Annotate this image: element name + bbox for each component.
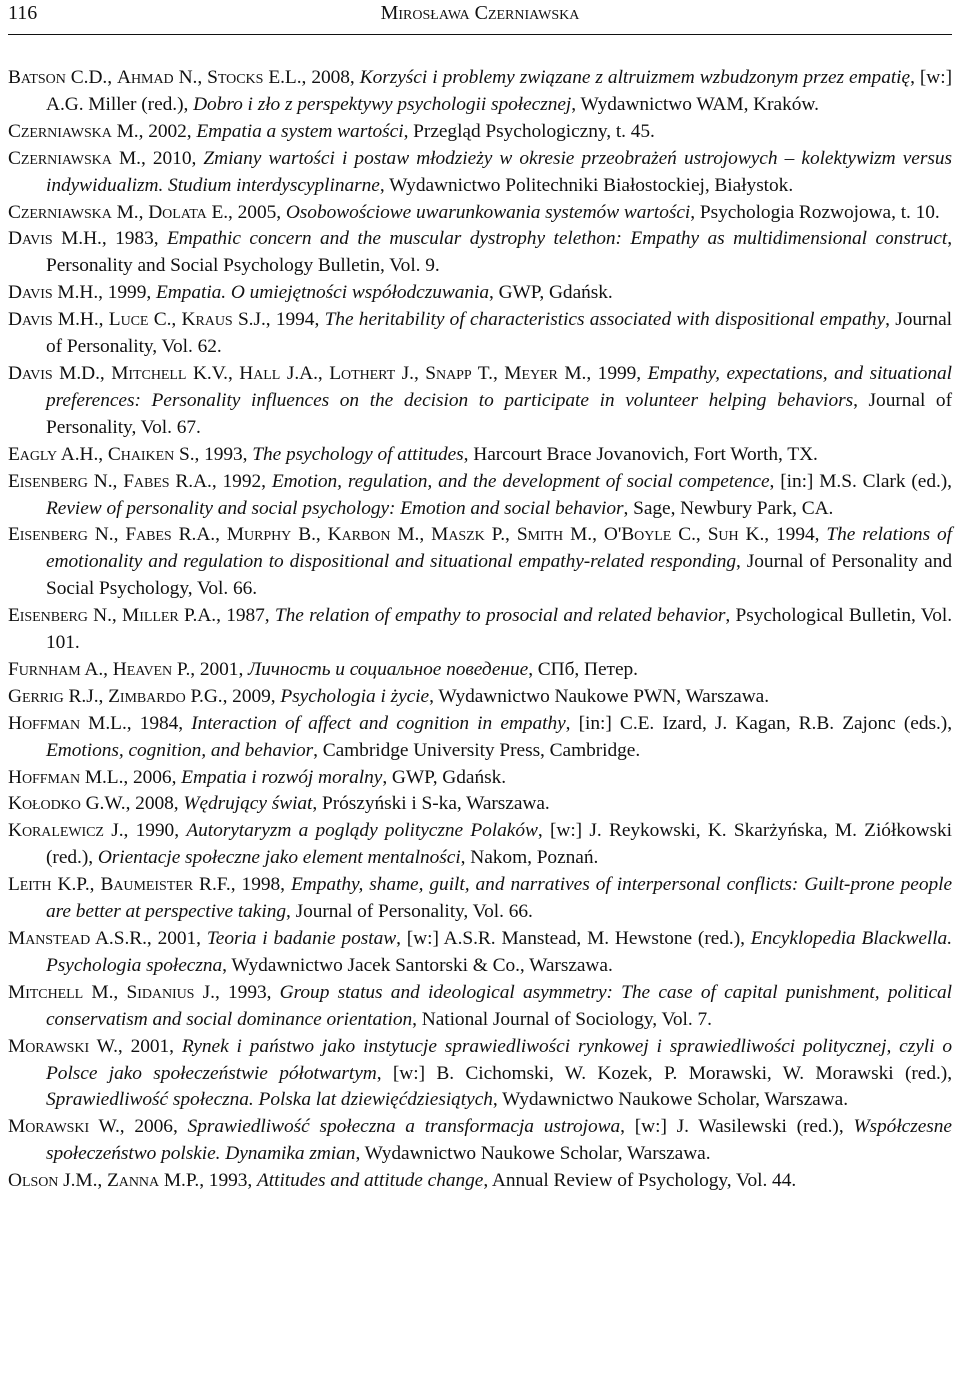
author-surname: Hall [239,362,281,384]
author-surname: Dolata [148,201,207,223]
citation-text: M., 1999, [557,362,648,384]
citation-text: R.F., 1998, [193,874,291,896]
work-title: Dobro i zło z perspektywy psychologii społecznej [193,93,572,115]
work-title: Interaction of affect and cognition in empathy [191,712,566,734]
author-surname: Luce [108,309,149,331]
citation-text: , Annual Review of Psychology, Vol. 44. [483,1170,797,1192]
work-title: Emotions, cognition, and behavior [46,739,314,761]
citation-text: M.H., 1999, [52,282,156,304]
reference-entry [8,1114,952,1168]
citation-text: R.A., [171,524,227,546]
author-surname: Fabes [125,524,172,546]
reference-entry [8,280,952,307]
citation-text: , Journal of Personality, Vol. 62. [46,309,952,358]
citation-text: M.H., 1983, [52,228,167,250]
author-surname: Davis [8,309,53,331]
author-surname: Zanna [107,1170,160,1192]
reference-entry [8,684,952,711]
work-title: Empatia i rozwój moralny [181,766,383,788]
work-title: Group status and ideological asymmetry: The case of capital punishment, political conservatism and social dominance orientation [46,981,952,1030]
citation-text: , Wydawnictwo Jacek Santorski & Co., Warszawa. [222,954,613,976]
reference-entry [8,65,952,119]
work-title: Psychologia i życie [280,685,430,707]
reference-entry [8,657,952,684]
citation-text: C., [148,309,182,331]
author-surname: Meyer [504,362,558,384]
author-surname: Zimbardo [108,685,186,707]
citation-text: C., [671,524,708,546]
author-surname: Lothert [329,362,396,384]
author-surname: Heaven [112,658,173,680]
author-surname: Maszk [431,524,485,546]
author-surname: Davis [8,282,53,304]
citation-text: N., [87,605,123,627]
reference-entry [8,146,952,200]
author-surname: Olson [8,1170,59,1192]
citation-text: M., [563,524,604,546]
citation-text: P.A., 1987, [178,605,275,627]
citation-text: , Personality and Social Psychology Bulletin, Vol. 9. [46,228,952,277]
citation-text: W., 2001, [89,1035,182,1057]
citation-text: E., 2005, [206,201,286,223]
author-surname: Eagly [8,443,58,465]
author-surname: Eisenberg [8,470,88,492]
citation-text: J., 1993, [194,981,280,1003]
author-surname: Koralewicz [8,820,104,842]
citation-text: E.L., 2008, [263,67,360,88]
citation-text: , [w:] A.S.R. Manstead, M. Hewstone (red.), [396,928,751,949]
citation-text: , Sage, Newbury Park, CA. [623,497,834,519]
citation-text: K.V., [186,362,240,384]
citation-text: J.A., [280,362,330,384]
reference-entry [8,1034,952,1115]
page-header [8,0,952,36]
author-surname: Stocks [207,67,264,88]
author-surname: Hoffman [8,766,81,788]
work-title: Korzyści i problemy związane z altruizmem wzbudzonym przez empatię [359,67,911,88]
reference-entry [8,1168,952,1195]
citation-text: K., 1994, [738,524,827,546]
work-title: The psychology of attitudes [252,443,464,465]
citation-text: K.P., [51,874,101,896]
citation-text: J., 1990, [103,820,187,842]
citation-text: , GWP, Gdańsk. [382,766,507,788]
reference-entry [8,442,952,469]
citation-text: , СПб, Петер. [528,658,638,680]
author-surname: Hoffman [8,712,81,734]
citation-text: , Cambridge University Press, Cambridge. [313,739,641,761]
author-surname: Gerrig [8,685,64,707]
citation-text: P., [484,524,517,546]
author-surname: Leith [8,874,52,896]
citation-text: , Journal of Personality, Vol. 66. [286,901,533,923]
reference-entry [8,872,952,926]
work-title: Empatia. O umiejętności współodczuwania [155,282,489,304]
reference-entry [8,226,952,280]
citation-text: R.A., 1992, [169,470,272,492]
work-title: Autorytaryzm a poglądy polityczne Polaków [186,820,538,842]
author-surname: Furnham [8,658,81,680]
author-surname: Manstead [8,928,91,949]
reference-entry [8,765,952,792]
citation-text: B., [291,524,328,546]
citation-text: M.H., [52,309,109,331]
citation-text: , [in:] M.S. Clark (ed.), [769,470,952,492]
citation-text: N., [173,67,208,88]
citation-text: M.P., 1993, [159,1170,257,1192]
author-surname: Czerniawska [8,120,112,142]
work-title: Sprawiedliwość społeczna a transformacja ustrojowa [187,1116,621,1138]
author-surname: Murphy [226,524,292,546]
author-surname: Mitchell [8,981,84,1003]
reference-entry [8,200,952,227]
author-surname: Davis [8,228,53,250]
citation-text: M., [83,981,127,1003]
citation-text: A., [80,658,113,680]
author-surname: Eisenberg [8,524,88,546]
work-title: Encyklopedia Blackwella. Psychologia społeczna [46,928,952,976]
author-surname: Mitchell [111,362,187,384]
work-title: Wędrujący świat [183,793,313,815]
author-surname: Morawski [8,1116,90,1138]
citation-text: , [w:] A.G. Miller (red.), [46,67,952,115]
reference-entry [8,926,952,980]
citation-text: T., [471,362,505,384]
author-surname: Smith [516,524,564,546]
work-title: Review of personality and social psychology: Emotion and social behavior [46,497,624,519]
author-surname: Sidanius [126,981,195,1003]
reference-entry [8,469,952,523]
citation-text: S.J., 1994, [232,309,325,331]
work-title: Empatia a system wartości [196,120,404,142]
reference-entry [8,818,952,872]
reference-entry [8,119,952,146]
citation-text: A.H., [57,443,108,465]
author-surname: Davis [8,362,53,384]
author-surname: Eisenberg [8,605,88,627]
citation-text: , National Journal of Sociology, Vol. 7. [412,1008,712,1030]
reference-entry [8,980,952,1034]
citation-text: , Wydawnictwo Politechniki Białostockiej, Białystok. [379,174,794,196]
citation-text: A.S.R., 2001, [90,928,207,949]
author-surname: Baumeister [100,874,194,896]
author-surname: Chaiken [107,443,175,465]
citation-text: J., [395,362,426,384]
citation-text: , Wydawnictwo Naukowe Scholar, Warszawa. [355,1143,711,1165]
author-surname: Snapp [425,362,472,384]
citation-text: , Wydawnictwo Naukowe Scholar, Warszawa. [492,1089,848,1111]
citation-text: M.L., 2006, [80,766,182,788]
work-title: Rynek i państwo jako instytucje sprawiedliwości rynkowej i sprawiedliwości politycznej, czyli o Polsce jako społeczeństwie półotwartym [46,1035,952,1084]
work-title: Zmiany wartości i postaw młodzieży w okresie przeobrażeń ustrojowych – kolektywizm versus indywidualizm. Studium interdyscyplinarne [46,147,952,196]
citation-text: , [in:] C.E. Izard, J. Kagan, R.B. Zajonc (eds.), [565,712,953,734]
citation-text: , Wydawnictwo Naukowe PWN, Warszawa. [429,685,770,707]
citation-text: M., [111,201,149,223]
reference-entry [8,603,952,657]
work-title: Empathy, expectations, and situational preferences: Personality influences on the decision to participate in volunteer helping behaviors [46,362,952,411]
citation-text: P.G., 2009, [185,685,281,707]
citation-text: R.J., [63,685,109,707]
citation-text: , Prószyński i S-ka, Warszawa. [312,793,550,815]
citation-text: , Nakom, Poznań. [460,847,599,869]
citation-text: C.D., [65,67,118,88]
author-surname: Czerniawska [8,201,112,223]
citation-text: , [w:] B. Cichomski, W. Kozek, P. Morawski, W. Morawski (red.), [376,1062,952,1084]
work-title: Emotion, regulation, and the development of social competence [271,470,770,492]
citation-text: M., 2002, [111,120,197,142]
running-head: Mirosława Czerniawska [380,2,580,24]
citation-text: , Przegląd Psychologiczny, t. 45. [403,120,655,142]
work-title: Osobowościowe uwarunkowania systemów wartości [285,201,691,223]
author-surname: Suh [707,524,739,546]
citation-text: J.M., [58,1170,107,1192]
citation-text: , Psychological Bulletin, Vol. 101. [46,605,953,654]
work-title: Личность и социальное поведение [248,658,529,680]
work-title: Współczesne społeczeństwo polskie. Dynamika zmian [46,1116,952,1165]
citation-text: , Journal of Personality and Social Psychology, Vol. 66. [46,551,952,600]
header-rule [8,34,952,35]
citation-text: , GWP, Gdańsk. [489,282,613,304]
citation-text: , Harcourt Brace Jovanovich, Fort Worth, TX. [463,443,818,465]
work-title: Empathy, shame, guilt, and narratives of interpersonal conflicts: Guilt-prone people are better at perspective taking [46,874,953,923]
citation-text: W., 2006, [89,1116,188,1138]
citation-text: N., [87,524,126,546]
citation-text: , Wydawnictwo WAM, Kraków. [571,93,819,115]
reference-entry [8,361,952,442]
author-surname: Kołodko [8,793,81,815]
work-title: The heritability of characteristics associated with dispositional empathy [324,309,886,331]
author-surname: Ahmad [117,67,174,88]
author-surname: Batson [8,67,66,88]
work-title: Teoria i badanie postaw [206,928,397,949]
work-title: Sprawiedliwość społeczna. Polska lat dziewięćdziesiątych [46,1089,493,1111]
citation-text: P., 2001, [172,658,249,680]
work-title: The relations of emotionality and regulation to dispositional and situational empathy-related responding [46,524,953,573]
citation-text: , Psychologia Rozwojowa, t. 10. [690,201,940,223]
citation-text: , [w:] J. Wasilewski (red.), [620,1116,854,1138]
author-surname: Morawski [8,1035,90,1057]
reference-entry [8,711,952,765]
author-surname: Fabes [123,470,170,492]
citation-text: S., 1993, [174,443,253,465]
citation-text: , [w:] J. Reykowski, K. Skarżyńska, M. Ziółkowski (red.), [46,820,953,869]
work-title: The relation of empathy to prosocial and related behavior [274,605,726,627]
reference-list [8,65,952,1195]
author-surname: Czerniawska [8,147,112,169]
citation-text: N., [87,470,124,492]
page-number: 116 [8,2,38,24]
author-surname: Miller [122,605,179,627]
work-title: Orientacje społeczne jako element mentalności [97,847,461,869]
citation-text: , Journal of Personality, Vol. 67. [46,389,952,438]
citation-text: G.W., 2008, [80,793,184,815]
author-surname: O'Boyle [603,524,672,546]
author-surname: Kraus [181,309,233,331]
work-title: Empathic concern and the muscular dystrophy telethon: Empathy as multidimensional construct [167,228,948,250]
author-surname: Karbon [327,524,391,546]
work-title: Attitudes and attitude change [257,1170,484,1192]
reference-entry [8,522,952,603]
reference-entry [8,791,952,818]
citation-text: M., [390,524,432,546]
citation-text: M.D., [52,362,112,384]
citation-text: M., 2010, [111,147,204,169]
reference-entry [8,307,952,361]
citation-text: M.L., 1984, [80,712,192,734]
